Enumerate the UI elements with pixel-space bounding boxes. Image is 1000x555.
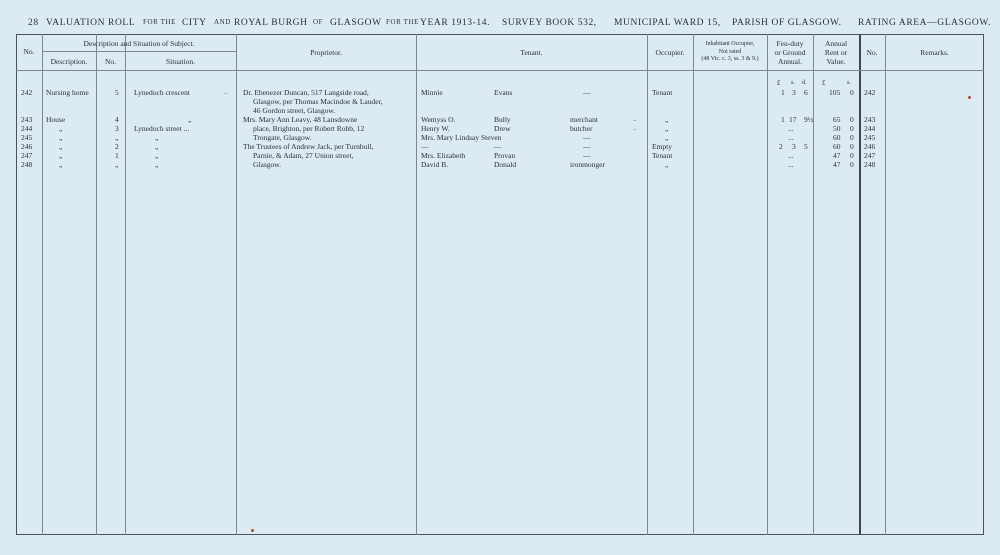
rent-line-1: Annual — [824, 39, 848, 48]
col-header-description-group: Description and Situation of Subject. — [83, 39, 195, 48]
col-header-number: No. — [104, 57, 117, 66]
leader-dots: .. — [633, 124, 637, 132]
row-rent-shillings: 0 — [850, 151, 854, 160]
row-feu-shillings: 3 — [792, 88, 796, 97]
col-header-no: No. — [23, 47, 35, 56]
row-situation: „ — [155, 151, 159, 160]
pounds-symbol: £ — [777, 79, 781, 87]
row-rent-pounds: 47 — [833, 151, 841, 160]
title-part: GLASGOW — [330, 18, 382, 28]
row-feu-shillings: ... — [788, 124, 794, 133]
row-number: „ — [115, 160, 119, 169]
column-rule — [859, 34, 861, 535]
proprietor-line: Mrs. Mary Ann Leavy, 48 Lansdowne — [243, 115, 358, 124]
row-rent-shillings: 0 — [850, 124, 854, 133]
col-header-no-right: No. — [866, 48, 878, 57]
title-part: FOR THE — [143, 18, 177, 26]
leader-dots: .. — [633, 115, 637, 123]
title-part: YEAR 1913-14. — [420, 18, 491, 28]
row-rent-pounds: 60 — [833, 142, 841, 151]
pence-symbol: d. — [802, 80, 807, 86]
row-description: „ — [59, 160, 63, 169]
title-part: ROYAL BURGH — [234, 18, 308, 28]
row-no: 244 — [21, 124, 33, 133]
ink-speck — [968, 96, 971, 99]
row-feu-shillings: 3 — [792, 142, 796, 151]
row-number: 1 — [115, 151, 119, 160]
row-tenant-occupation: — — [583, 151, 591, 160]
row-no-right: 242 — [864, 88, 876, 97]
row-no-right: 246 — [864, 142, 876, 151]
col-header-feu-duty — [767, 39, 813, 66]
row-tenant-first: — — [421, 142, 429, 151]
rent-pounds-symbol: £ — [822, 79, 826, 87]
proprietor-line: Trongate, Glasgow. — [253, 133, 312, 142]
title-part: OF — [313, 18, 324, 26]
row-tenant-occupation: — — [583, 133, 591, 142]
row-no-right: 244 — [864, 124, 876, 133]
row-situation: „ — [155, 160, 159, 169]
row-rent-shillings: 0 — [850, 115, 854, 124]
row-rent-pounds: 65 — [833, 115, 841, 124]
row-rent-shillings: 0 — [850, 142, 854, 151]
row-number: 4 — [115, 115, 119, 124]
proprietor-line: Glasgow, per Thomas Macindoe & Lauder, — [253, 97, 383, 106]
row-feu-pounds: 2 — [779, 142, 783, 151]
title-part: AND — [214, 18, 231, 26]
col-header-inhabitant — [693, 41, 767, 64]
row-rent-pounds: 47 — [833, 160, 841, 169]
row-feu-pence: 9½ — [804, 115, 814, 124]
rent-line-2: Rent or — [824, 48, 848, 57]
row-no-right: 247 — [864, 151, 876, 160]
row-occupier: „ — [665, 124, 669, 133]
title-part: FOR THE — [386, 18, 420, 26]
row-tenant-last: Evans — [494, 88, 513, 97]
col-header-description: Description. — [50, 57, 88, 66]
title-part: CITY — [182, 18, 207, 28]
rent-line-3: Value. — [826, 57, 846, 66]
row-feu-pounds: 1 — [781, 115, 785, 124]
page-header — [28, 18, 992, 32]
row-occupier: Tenant — [652, 151, 673, 160]
feu-line-1: Feu-duty — [776, 39, 804, 48]
header-rule — [42, 51, 236, 52]
rent-shillings-symbol: s. — [847, 80, 851, 86]
row-situation: Lynedoch street ... — [134, 124, 190, 133]
row-feu-shillings: ... — [788, 133, 794, 142]
row-description: „ — [59, 133, 63, 142]
shillings-symbol: s. — [791, 80, 795, 86]
col-header-remarks: Remarks. — [920, 48, 949, 57]
row-number: 5 — [115, 88, 119, 97]
column-rule — [96, 34, 97, 535]
row-feu-shillings: ... — [788, 160, 794, 169]
column-rule — [236, 34, 237, 535]
col-header-occupier: Occupier. — [655, 48, 685, 57]
column-rule — [125, 34, 126, 535]
row-occupier: „ — [665, 133, 669, 142]
row-situation: Lynedoch crescent — [134, 88, 191, 97]
row-tenant-first: Wemyss O. — [421, 115, 456, 124]
inhabitant-line-3: (48 Vic. c. 3, ss. 3 & 9.) — [701, 56, 759, 62]
inhabitant-line-2: Not rated — [718, 48, 742, 55]
row-occupier: Tenant — [652, 88, 673, 97]
row-occupier: Empty — [652, 142, 672, 151]
row-situation: „ — [188, 115, 192, 124]
col-header-tenant: Tenant. — [520, 48, 543, 57]
row-no-right: 245 — [864, 133, 876, 142]
row-tenant-last: Drew — [494, 124, 511, 133]
row-rent-pounds: 105 — [829, 88, 841, 97]
row-rent-shillings: 0 — [850, 133, 854, 142]
table-frame — [16, 34, 984, 535]
row-tenant-last: Donald — [494, 160, 517, 169]
row-no: 243 — [21, 115, 33, 124]
row-rent-pounds: 60 — [833, 133, 841, 142]
row-rent-pounds: 50 — [833, 124, 841, 133]
row-feu-shillings: 17 — [789, 115, 797, 124]
col-header-annual-rent — [813, 39, 859, 66]
row-tenant-first: Mrs. Mary Lindsay Steven — [421, 133, 502, 142]
row-situation: „ — [155, 142, 159, 151]
proprietor-line: Parnie, & Adam, 27 Union street, — [253, 151, 354, 160]
row-feu-pounds: 1 — [781, 88, 785, 97]
page-number: 28 — [28, 18, 39, 28]
row-rent-shillings: 0 — [850, 160, 854, 169]
column-rule — [647, 34, 648, 535]
row-description: „ — [59, 151, 63, 160]
row-tenant-last: Bully — [494, 115, 511, 124]
col-header-situation: Situation. — [166, 57, 195, 66]
header-rule — [16, 70, 984, 71]
row-situation: „ — [155, 133, 159, 142]
leader-dots: .. — [224, 88, 228, 96]
column-rule — [767, 34, 768, 535]
proprietor-line: Glasgow. — [253, 160, 282, 169]
row-description: „ — [59, 124, 63, 133]
row-tenant-first: Henry W. — [421, 124, 450, 133]
row-tenant-occupation: — — [583, 88, 591, 97]
proprietor-line: 46 Gordon street, Glasgow. — [253, 106, 336, 115]
column-rule — [885, 34, 886, 535]
column-rule — [693, 34, 694, 535]
proprietor-line: place, Brighton, per Robert Robb, 12 — [253, 124, 365, 133]
row-no-right: 243 — [864, 115, 876, 124]
row-no: 248 — [21, 160, 33, 169]
row-rent-shillings: 0 — [850, 88, 854, 97]
rating-area: RATING AREA—GLASGOW. — [858, 18, 992, 28]
column-rule — [42, 34, 43, 535]
row-tenant-first: David B. — [421, 160, 449, 169]
row-tenant-occupation: — — [583, 142, 591, 151]
row-number: „ — [115, 133, 119, 142]
row-tenant-first: Minnie — [421, 88, 443, 97]
row-number: 2 — [115, 142, 119, 151]
ink-speck — [251, 529, 254, 532]
municipal-ward: MUNICIPAL WARD 15, — [614, 18, 721, 28]
row-occupier: „ — [665, 160, 669, 169]
row-no: 242 — [21, 88, 33, 97]
row-no: 247 — [21, 151, 33, 160]
row-description: „ — [59, 142, 63, 151]
row-no: 245 — [21, 133, 33, 142]
row-feu-pence: 5 — [804, 142, 808, 151]
row-occupier: „ — [665, 115, 669, 124]
row-feu-pence: 6 — [804, 88, 808, 97]
feu-line-3: Annual. — [778, 57, 802, 66]
row-no: 246 — [21, 142, 33, 151]
row-tenant-occupation: ironmonger — [570, 160, 605, 169]
inhabitant-line-1: Inhabitant Occupier, — [705, 41, 755, 47]
proprietor-line: The Trustees of Andrew Jack, per Turnbull, — [243, 142, 374, 151]
row-tenant-occupation: merchant — [570, 115, 598, 124]
row-tenant-first: Mrs. Elizabeth — [421, 151, 466, 160]
row-description: Nursing home — [46, 88, 89, 97]
row-tenant-last: — — [494, 142, 502, 151]
row-tenant-occupation: butcher — [570, 124, 593, 133]
col-header-proprietor: Proprietor. — [310, 48, 342, 57]
row-tenant-last: Provan — [494, 151, 516, 160]
column-rule — [416, 34, 417, 535]
row-number: 3 — [115, 124, 119, 133]
column-rule — [813, 34, 814, 535]
row-description: House — [46, 115, 66, 124]
title-part: VALUATION ROLL — [46, 18, 136, 28]
parish: PARISH OF GLASGOW. — [732, 18, 842, 28]
survey-book: SURVEY BOOK 532, — [502, 18, 597, 28]
feu-line-2: or Ground — [774, 48, 806, 57]
row-no-right: 248 — [864, 160, 876, 169]
row-feu-shillings: ... — [788, 151, 794, 160]
proprietor-line: Dr. Ebenezer Duncan, 517 Langside road, — [243, 88, 369, 97]
